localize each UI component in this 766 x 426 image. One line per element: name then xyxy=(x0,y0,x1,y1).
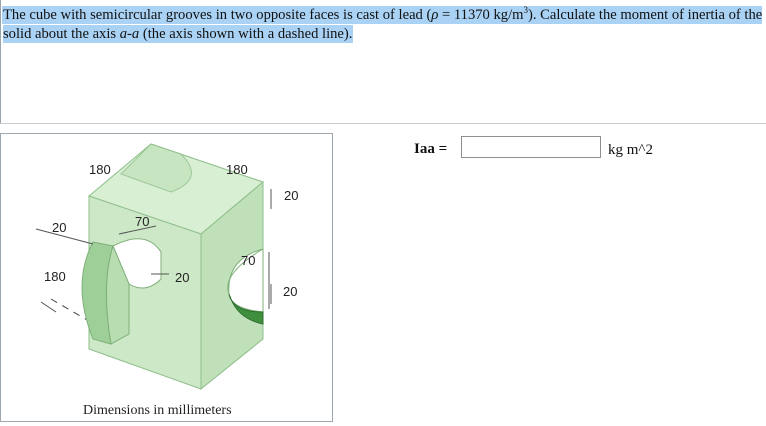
dim-20-left: 20 xyxy=(52,220,67,235)
dim-20-right-top: 20 xyxy=(284,188,299,203)
figure-caption: Dimensions in millimeters xyxy=(83,403,232,418)
answer-label: Iaa = xyxy=(414,141,448,157)
dim-70-right: 70 xyxy=(241,253,256,268)
cube-diagram xyxy=(1,134,332,421)
dim-180-top-right: 180 xyxy=(226,162,248,177)
problem-statement xyxy=(0,0,766,124)
moment-of-inertia-input[interactable] xyxy=(461,136,601,158)
answer-unit: kg m^2 xyxy=(608,142,653,158)
figure-panel xyxy=(0,133,333,422)
dim-20-mid: 20 xyxy=(175,270,190,285)
section-divider xyxy=(0,123,766,124)
dim-20-right-bottom: 20 xyxy=(283,284,298,299)
dim-70-top: 70 xyxy=(135,214,150,229)
problem-text: The cube with semicircular grooves in two opposite faces is cast of lead (ρ = 11370 $kg/m^3$). Calculate the moment of inertia of the solid about the axis a-a (the axis shown with a dashed line). xyxy=(3,5,763,42)
dim-180-left: 180 xyxy=(44,269,66,284)
dim-180-top-left: 180 xyxy=(89,162,111,177)
